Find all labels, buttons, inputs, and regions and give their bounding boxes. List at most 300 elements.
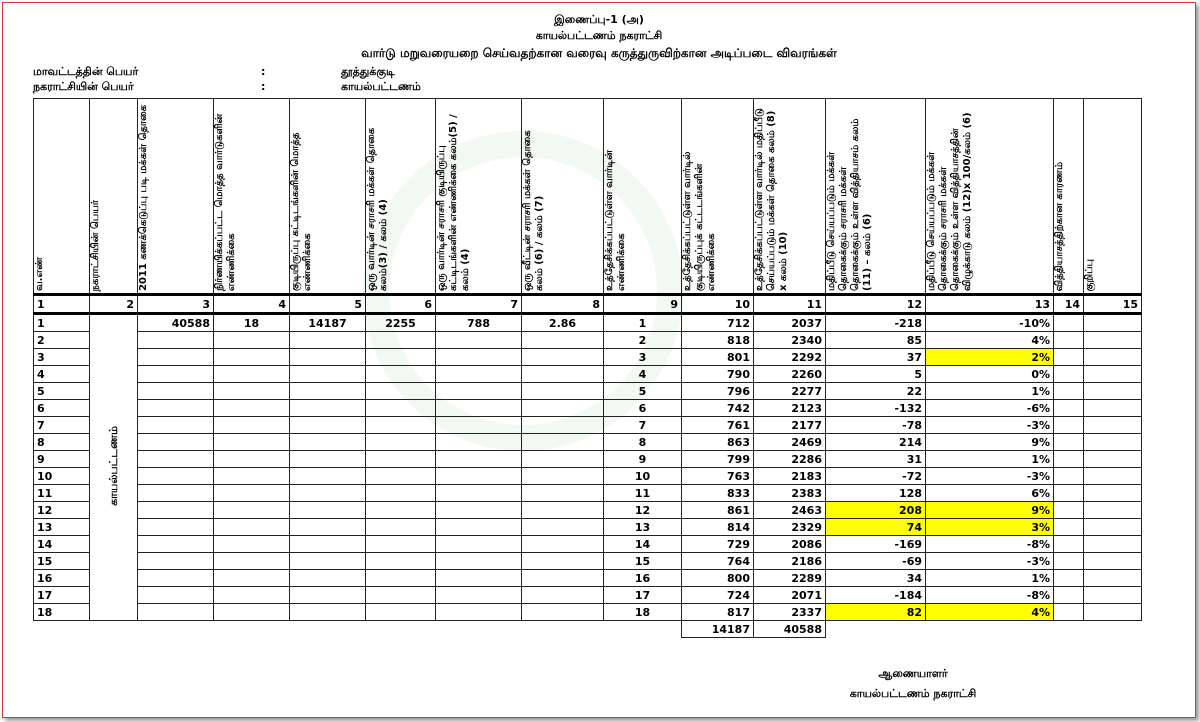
empty-cell [214,604,290,621]
empty-cell [138,570,214,587]
empty-cell [138,587,214,604]
serial-number-cell: 7 [34,417,90,434]
estimated-population-cell: 2071 [754,587,826,604]
serial-number-cell: 8 [34,434,90,451]
difference-cell: -72 [826,468,926,485]
difference-percent-cell: 3% [926,519,1054,536]
serial-number-cell: 6 [34,400,90,417]
reason-cell [1054,502,1084,519]
estimated-population-cell: 2340 [754,332,826,349]
empty-cell [436,332,522,349]
ward-number-cell: 18 [604,604,682,621]
ward-number-cell: 17 [604,587,682,604]
remarks-cell [1084,502,1142,519]
empty-cell [290,468,366,485]
ward-buildings-cell: 818 [682,332,754,349]
difference-percent-cell: 6% [926,485,1054,502]
column-header [826,99,926,295]
ward-buildings-cell: 801 [682,349,754,366]
empty-cell [214,587,290,604]
difference-percent-cell: -3% [926,468,1054,485]
empty-cell [214,451,290,468]
ward-buildings-cell: 814 [682,519,754,536]
district-separator: : [261,65,266,78]
empty-cell [290,604,366,621]
column-header [926,99,1054,295]
column-header-text: மதிப்பீடு செய்யப்படும் மக்கள் தொகைக்கும் சராசரி மக்கள் தொகைக்கும் உள்ள வித்தியாசம் கலம் (11) – கலம் (6) [826,118,873,291]
ward-number-cell: 16 [604,570,682,587]
empty-cell [436,604,522,621]
serial-number-cell: 17 [34,587,90,604]
reason-cell [1054,349,1084,366]
blank-cell [366,621,436,638]
remarks-cell [1084,587,1142,604]
table-row [34,570,1142,587]
difference-percent-cell: 1% [926,451,1054,468]
empty-cell [290,553,366,570]
column-number: 3 [138,295,214,314]
empty-cell [366,604,436,621]
empty-cell [366,570,436,587]
empty-cell [138,536,214,553]
table-row [34,314,1142,332]
remarks-cell [1084,400,1142,417]
reason-cell [1054,417,1084,434]
column-header [436,99,522,295]
blank-cell [214,621,290,638]
reason-cell [1054,485,1084,502]
empty-cell [214,570,290,587]
empty-cell [138,485,214,502]
ward-buildings-cell: 790 [682,366,754,383]
remarks-cell [1084,314,1142,332]
empty-cell [138,553,214,570]
blank-cell [90,621,138,638]
remarks-cell [1084,485,1142,502]
empty-cell [522,468,604,485]
ward-number-cell: 13 [604,519,682,536]
table-row [34,383,1142,400]
ward-buildings-cell: 742 [682,400,754,417]
empty-cell [436,536,522,553]
empty-cell [138,332,214,349]
reason-cell [1054,519,1084,536]
column-header [682,99,754,295]
estimated-population-cell: 2286 [754,451,826,468]
empty-cell [290,536,366,553]
column-header-text: நிர்ணயிக்கப்பட்ட மொத்த வார்டுகளின் எண்ணிக்கை [214,113,237,291]
empty-cell [522,536,604,553]
difference-percent-cell: 4% [926,604,1054,621]
reason-cell [1054,468,1084,485]
total-buildings-sum: 14187 [682,621,754,638]
serial-number-cell: 1 [34,314,90,332]
empty-cell [290,587,366,604]
empty-cell [290,519,366,536]
empty-cell [290,434,366,451]
estimated-population-cell: 2037 [754,314,826,332]
serial-number-cell: 12 [34,502,90,519]
empty-cell [214,434,290,451]
empty-cell [522,553,604,570]
difference-percent-cell: 2% [926,349,1054,366]
district-label: மாவட்டத்தின் பெயர் [33,65,139,78]
column-header-text: உத்தேசிக்கப்பட்டுள்ள வார்டில் மதிப்பீடு செய்யப்படும் மக்கள் தொகை கலம் (8) x கலம் (10) [754,108,789,291]
difference-percent-cell: -6% [926,400,1054,417]
empty-cell [214,519,290,536]
column-number: 4 [214,295,290,314]
ward-number-cell: 12 [604,502,682,519]
empty-cell [214,553,290,570]
ward-buildings-cell: 817 [682,604,754,621]
column-header-text: வித்தியாசத்திற்கான காரணம் [1054,161,1065,291]
difference-cell: 128 [826,485,926,502]
municipality-title: காயல்பட்டணம் நகராட்சி [535,29,663,42]
document-frame [2,2,1196,718]
table-row [34,332,1142,349]
ward-number-cell: 3 [604,349,682,366]
table-row [34,553,1142,570]
empty-cell [290,400,366,417]
column-number: 15 [1084,295,1142,314]
column-header-text: வ.எண் [34,257,45,291]
table-row [34,451,1142,468]
serial-number-cell: 4 [34,366,90,383]
reason-cell [1054,604,1084,621]
remarks-cell [1084,604,1142,621]
signature-office: காயல்பட்டணம் நகராட்சி [849,687,977,700]
empty-cell [138,519,214,536]
empty-cell [366,366,436,383]
empty-cell [214,502,290,519]
column-number: 7 [436,295,522,314]
empty-cell [436,519,522,536]
empty-cell [138,417,214,434]
reason-cell [1054,366,1084,383]
municipality-name-vertical: காயல்பட்டணம் [107,426,120,506]
estimated-population-cell: 2183 [754,468,826,485]
empty-cell [290,570,366,587]
ward-buildings-cell: 729 [682,536,754,553]
reason-cell [1054,451,1084,468]
estimated-population-cell: 2277 [754,383,826,400]
estimated-population-cell: 2086 [754,536,826,553]
empty-cell [214,400,290,417]
ward-number-cell: 10 [604,468,682,485]
estimated-population-cell: 2123 [754,400,826,417]
estimated-population-cell: 2337 [754,604,826,621]
empty-cell [522,604,604,621]
ward-number-cell: 7 [604,417,682,434]
reason-cell [1054,400,1084,417]
empty-cell [290,485,366,502]
empty-cell [138,349,214,366]
empty-cell [522,383,604,400]
difference-percent-cell: 1% [926,383,1054,400]
difference-percent-cell: 1% [926,570,1054,587]
serial-number-cell: 15 [34,553,90,570]
reason-cell [1054,314,1084,332]
empty-cell [290,383,366,400]
empty-cell [366,349,436,366]
reason-cell [1054,553,1084,570]
difference-cell: 37 [826,349,926,366]
remarks-cell [1084,417,1142,434]
empty-cell [290,332,366,349]
serial-number-cell: 10 [34,468,90,485]
empty-cell [366,434,436,451]
column-header-text: 2011 கணக்கெடுப்பு படி மக்கள் தொகை [138,105,149,291]
empty-cell [214,468,290,485]
difference-cell: -69 [826,553,926,570]
blank-cell [604,621,682,638]
difference-cell: 5 [826,366,926,383]
column-header [754,99,826,295]
difference-percent-cell: -8% [926,536,1054,553]
ward-number-cell: 9 [604,451,682,468]
empty-cell [214,383,290,400]
total-wards-cell: 18 [214,314,290,332]
column-number: 8 [522,295,604,314]
ward-buildings-cell: 863 [682,434,754,451]
empty-cell [522,349,604,366]
remarks-cell [1084,570,1142,587]
serial-number-cell: 18 [34,604,90,621]
difference-percent-cell: -3% [926,417,1054,434]
blank-cell [34,621,90,638]
empty-cell [138,366,214,383]
table-row [34,349,1142,366]
empty-cell [436,485,522,502]
serial-number-cell: 14 [34,536,90,553]
column-header-text: குறிப்பு [1084,258,1095,291]
remarks-cell [1084,434,1142,451]
empty-cell [366,485,436,502]
column-header [604,99,682,295]
column-number: 13 [926,295,1054,314]
estimated-population-cell: 2289 [754,570,826,587]
empty-cell [366,502,436,519]
total-buildings-cell: 14187 [290,314,366,332]
empty-cell [436,468,522,485]
municipality-name-cell [90,314,138,621]
municipality-value: காயல்பட்டணம் [341,80,421,93]
remarks-cell [1084,349,1142,366]
column-number: 6 [366,295,436,314]
difference-percent-cell: 9% [926,434,1054,451]
column-number: 9 [604,295,682,314]
difference-percent-cell: -8% [926,587,1054,604]
difference-cell: -132 [826,400,926,417]
column-header [1084,99,1142,295]
empty-cell [522,519,604,536]
table-row [34,417,1142,434]
column-number: 12 [826,295,926,314]
ward-number-cell: 6 [604,400,682,417]
empty-cell [436,553,522,570]
ward-number-cell: 14 [604,536,682,553]
avg-buildings-cell: 788 [436,314,522,332]
ward-buildings-cell: 764 [682,553,754,570]
column-header [214,99,290,295]
difference-cell: -184 [826,587,926,604]
serial-number-cell: 13 [34,519,90,536]
remarks-cell [1084,366,1142,383]
table-row [34,519,1142,536]
column-header-text: உத்தேசிக்கப்பட்டுள்ள வார்டில் குடியிருப்புக் கட்டடங்களின் எண்ணிக்கை [682,151,717,291]
estimated-population-cell: 2469 [754,434,826,451]
empty-cell [366,587,436,604]
column-header [522,99,604,295]
remarks-cell [1084,519,1142,536]
column-header-row [34,99,1142,295]
ward-number-cell: 5 [604,383,682,400]
empty-cell [138,502,214,519]
empty-cell [436,417,522,434]
difference-percent-cell: 9% [926,502,1054,519]
ward-number-cell: 2 [604,332,682,349]
empty-cell [522,434,604,451]
difference-percent-cell: 4% [926,332,1054,349]
municipality-label: நகராட்சியின் பெயர் [33,80,134,93]
remarks-cell [1084,468,1142,485]
ward-buildings-cell: 724 [682,587,754,604]
empty-cell [214,536,290,553]
difference-cell: 208 [826,502,926,519]
empty-cell [214,332,290,349]
serial-number-cell: 11 [34,485,90,502]
column-header [1054,99,1084,295]
difference-cell: 34 [826,570,926,587]
empty-cell [522,417,604,434]
remarks-cell [1084,553,1142,570]
difference-cell: 82 [826,604,926,621]
empty-cell [138,434,214,451]
blank-cell [522,621,604,638]
blank-cell [138,621,214,638]
difference-percent-cell: -10% [926,314,1054,332]
empty-cell [522,570,604,587]
empty-cell [436,383,522,400]
document-heading: வார்டு மறுவரையறை செய்வதற்கான வரைவு கருத்துருவிற்கான அடிப்படை விவரங்கள் [361,46,837,60]
empty-cell [522,502,604,519]
difference-percent-cell: -3% [926,553,1054,570]
reason-cell [1054,536,1084,553]
reason-cell [1054,332,1084,349]
ward-buildings-cell: 800 [682,570,754,587]
estimated-population-cell: 2463 [754,502,826,519]
empty-cell [366,417,436,434]
column-header-text: நகராட்சியின் பெயர் [90,199,101,291]
empty-cell [366,451,436,468]
empty-cell [366,383,436,400]
empty-cell [366,553,436,570]
reason-cell [1054,434,1084,451]
district-value: தூத்துக்குடி [341,65,395,78]
empty-cell [366,332,436,349]
serial-number-cell: 2 [34,332,90,349]
empty-cell [290,502,366,519]
table-row [34,468,1142,485]
column-header [34,99,90,295]
remarks-cell [1084,383,1142,400]
difference-cell: 22 [826,383,926,400]
empty-cell [436,434,522,451]
reason-cell [1054,587,1084,604]
remarks-cell [1084,451,1142,468]
table-row [34,587,1142,604]
column-header-text: குடியிருப்பு கட்டிடங்களின் மொத்த எண்ணிக்கை [290,132,313,291]
empty-cell [138,604,214,621]
empty-cell [290,349,366,366]
estimated-population-cell: 2260 [754,366,826,383]
difference-cell: 74 [826,519,926,536]
column-number: 5 [290,295,366,314]
column-header [90,99,138,295]
avg-household-cell: 2.86 [522,314,604,332]
column-header [138,99,214,295]
table-row [34,434,1142,451]
column-number: 1 [34,295,90,314]
reason-cell [1054,570,1084,587]
blank-cell [290,621,366,638]
empty-cell [436,349,522,366]
table-body [34,314,1142,638]
serial-number-cell: 5 [34,383,90,400]
empty-cell [436,366,522,383]
table-row [34,485,1142,502]
empty-cell [436,502,522,519]
totals-row [34,621,1142,638]
column-number: 2 [90,295,138,314]
difference-cell: -169 [826,536,926,553]
estimated-population-cell: 2186 [754,553,826,570]
ward-buildings-cell: 833 [682,485,754,502]
total-population-sum: 40588 [754,621,826,638]
empty-cell [436,570,522,587]
serial-number-cell: 9 [34,451,90,468]
serial-number-cell: 3 [34,349,90,366]
column-number-row [34,295,1142,314]
difference-percent-cell: 0% [926,366,1054,383]
blank-cell [436,621,522,638]
difference-cell: 85 [826,332,926,349]
difference-cell: -78 [826,417,926,434]
ward-buildings-cell: 712 [682,314,754,332]
table-row [34,536,1142,553]
ward-number-cell: 8 [604,434,682,451]
ward-number-cell: 1 [604,314,682,332]
ward-buildings-cell: 799 [682,451,754,468]
empty-cell [436,587,522,604]
empty-cell [366,519,436,536]
column-header-text: மதிப்பீடு செய்யப்படும் மக்கள் தொகைக்கும் சராசரி மக்கள் தொகைக்கும் உள்ள வித்தியாசத்தின் விழுக்காடு கலம் (12)x 100/கலம் (6) [926,112,973,291]
empty-cell [138,383,214,400]
ward-buildings-cell: 763 [682,468,754,485]
ward-buildings-cell: 761 [682,417,754,434]
empty-cell [436,451,522,468]
empty-cell [522,366,604,383]
reason-cell [1054,383,1084,400]
avg-population-cell: 2255 [366,314,436,332]
remarks-cell [1084,332,1142,349]
empty-cell [138,451,214,468]
empty-cell [522,451,604,468]
population-cell: 40588 [138,314,214,332]
empty-cell [290,417,366,434]
empty-cell [214,366,290,383]
ward-number-cell: 15 [604,553,682,570]
